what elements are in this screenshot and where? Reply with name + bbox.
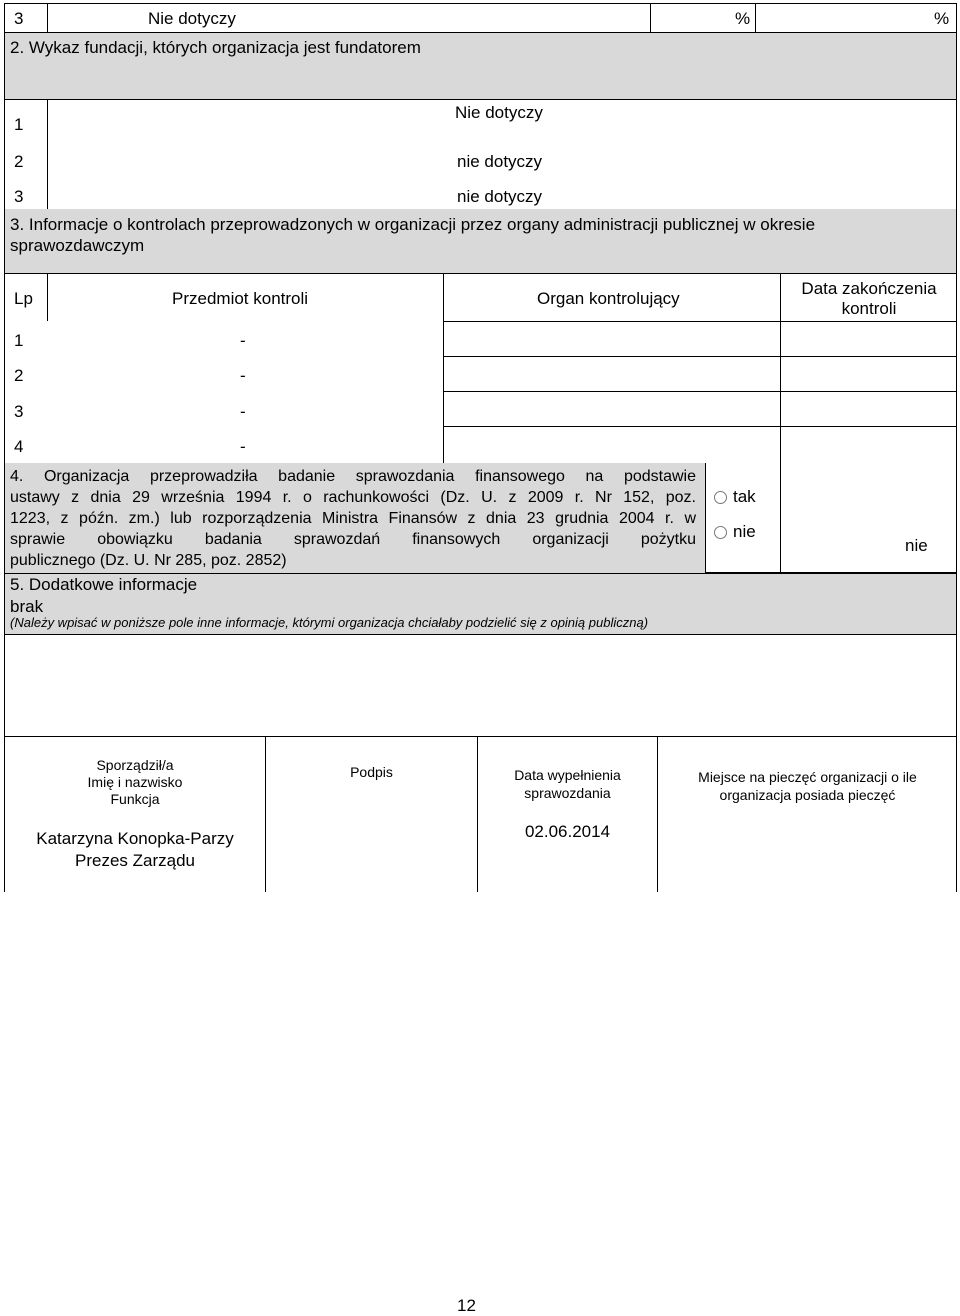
top-row-pct-2: % — [934, 9, 950, 28]
section4-answer: nie — [905, 536, 928, 555]
section3-row-3-subject: - — [240, 402, 246, 421]
top-row-pct-1: % — [735, 9, 751, 28]
section3-title-line2: sprawozdawczym — [10, 236, 145, 255]
radio-option-no[interactable] — [714, 522, 756, 542]
section5-value: brak — [10, 597, 44, 616]
section4-text — [10, 466, 696, 571]
section3-header-lp: Lp — [14, 289, 33, 308]
section3-header-date-line2: kontroli — [841, 299, 897, 318]
section4-line-3: 1223, z późn. zm.) lub rozporządzenia Ministra Finansów z dnia 23 grudnia 2004 r. w — [10, 510, 696, 527]
top-row-num: 3 — [14, 9, 24, 28]
section4-line-1: 4. Organizacja przeprowadziła badanie sprawozdania finansowego na podstawie — [10, 468, 696, 485]
section3-row-4-num: 4 — [14, 437, 24, 456]
page-number: 12 — [457, 1296, 476, 1315]
seal-label-line1: Miejsce na pieczęć organizacji o ile — [698, 769, 917, 785]
section2-row-3-text: nie dotyczy — [457, 187, 543, 206]
section5-textarea[interactable] — [4, 634, 957, 736]
section4-answer-box — [705, 463, 957, 573]
section2-row-2-num: 2 — [14, 152, 24, 171]
section3-header-subject: Przedmiot kontroli — [172, 289, 309, 308]
section3-header-date — [781, 279, 957, 319]
radio-option-yes[interactable] — [714, 487, 756, 507]
top-row-text: Nie dotyczy — [148, 9, 236, 28]
preparer-name: Katarzyna Konopka-Parzy — [36, 829, 234, 848]
section2-row-1-text: Nie dotyczy — [455, 103, 543, 122]
signature-label: Podpis — [350, 764, 393, 780]
fill-date-label-line2: sprawozdania — [524, 785, 611, 801]
section3-header-organ: Organ kontrolujący — [537, 289, 680, 308]
section4-line-2: ustawy z dnia 29 września 1994 r. o rachunkowości (Dz. U. z 2009 r. Nr 152, poz. — [10, 489, 696, 506]
radio-no-label: nie — [733, 522, 756, 541]
prepared-by-line3: Funkcja — [110, 791, 160, 807]
section2-title: 2. Wykaz fundacji, których organizacja jest fundatorem — [10, 38, 421, 57]
section3-row-2-subject: - — [240, 366, 246, 385]
prepared-by-value — [5, 828, 265, 872]
section3-title-line1: 3. Informacje o kontrolach przeprowadzonych w organizacji przez organy administracji publicznej w okresie — [10, 215, 816, 234]
preparer-role: Prezes Zarządu — [75, 851, 195, 870]
seal-label — [658, 768, 957, 804]
seal-field[interactable] — [658, 810, 957, 890]
section4-line-5: publicznego (Dz. U. Nr 285, poz. 2852) — [10, 552, 287, 569]
prepared-by-label — [5, 757, 265, 808]
section3-row-1-subject: - — [240, 331, 246, 350]
section3-header-date-line1: Data zakończenia — [801, 279, 937, 298]
signature-field[interactable] — [266, 790, 477, 890]
section5-note: (Należy wpisać w poniższe pole inne informacje, którymi organizacja chciałaby podzielić się z opinią publiczną) — [10, 615, 649, 630]
section2-row-1-num: 1 — [14, 115, 24, 134]
section5-title: 5. Dodatkowe informacje — [10, 575, 198, 594]
radio-yes-label: tak — [733, 487, 756, 506]
prepared-by-line1: Sporządził/a — [96, 757, 174, 773]
section3-row-2-num: 2 — [14, 366, 24, 385]
fill-date-label — [478, 766, 657, 802]
fill-date-label-line1: Data wypełnienia — [514, 767, 621, 783]
radio-yes-icon[interactable] — [714, 491, 727, 504]
fill-date-value: 02.06.2014 — [524, 822, 611, 841]
section4-line-4: sprawie obowiązku badania sprawozdań finansowych organizacji pożytku — [10, 531, 696, 548]
section2-row-2-text: nie dotyczy — [457, 152, 543, 171]
section3-row-3-num: 3 — [14, 402, 24, 421]
radio-no-icon[interactable] — [714, 526, 727, 539]
section3-row-4-subject: - — [240, 437, 246, 456]
section2-row-3-num: 3 — [14, 187, 24, 206]
seal-label-line2: organizacja posiada pieczęć — [719, 787, 896, 803]
top-row — [4, 3, 957, 33]
section3-row-1-num: 1 — [14, 331, 24, 350]
prepared-by-line2: Imię i nazwisko — [87, 774, 183, 790]
